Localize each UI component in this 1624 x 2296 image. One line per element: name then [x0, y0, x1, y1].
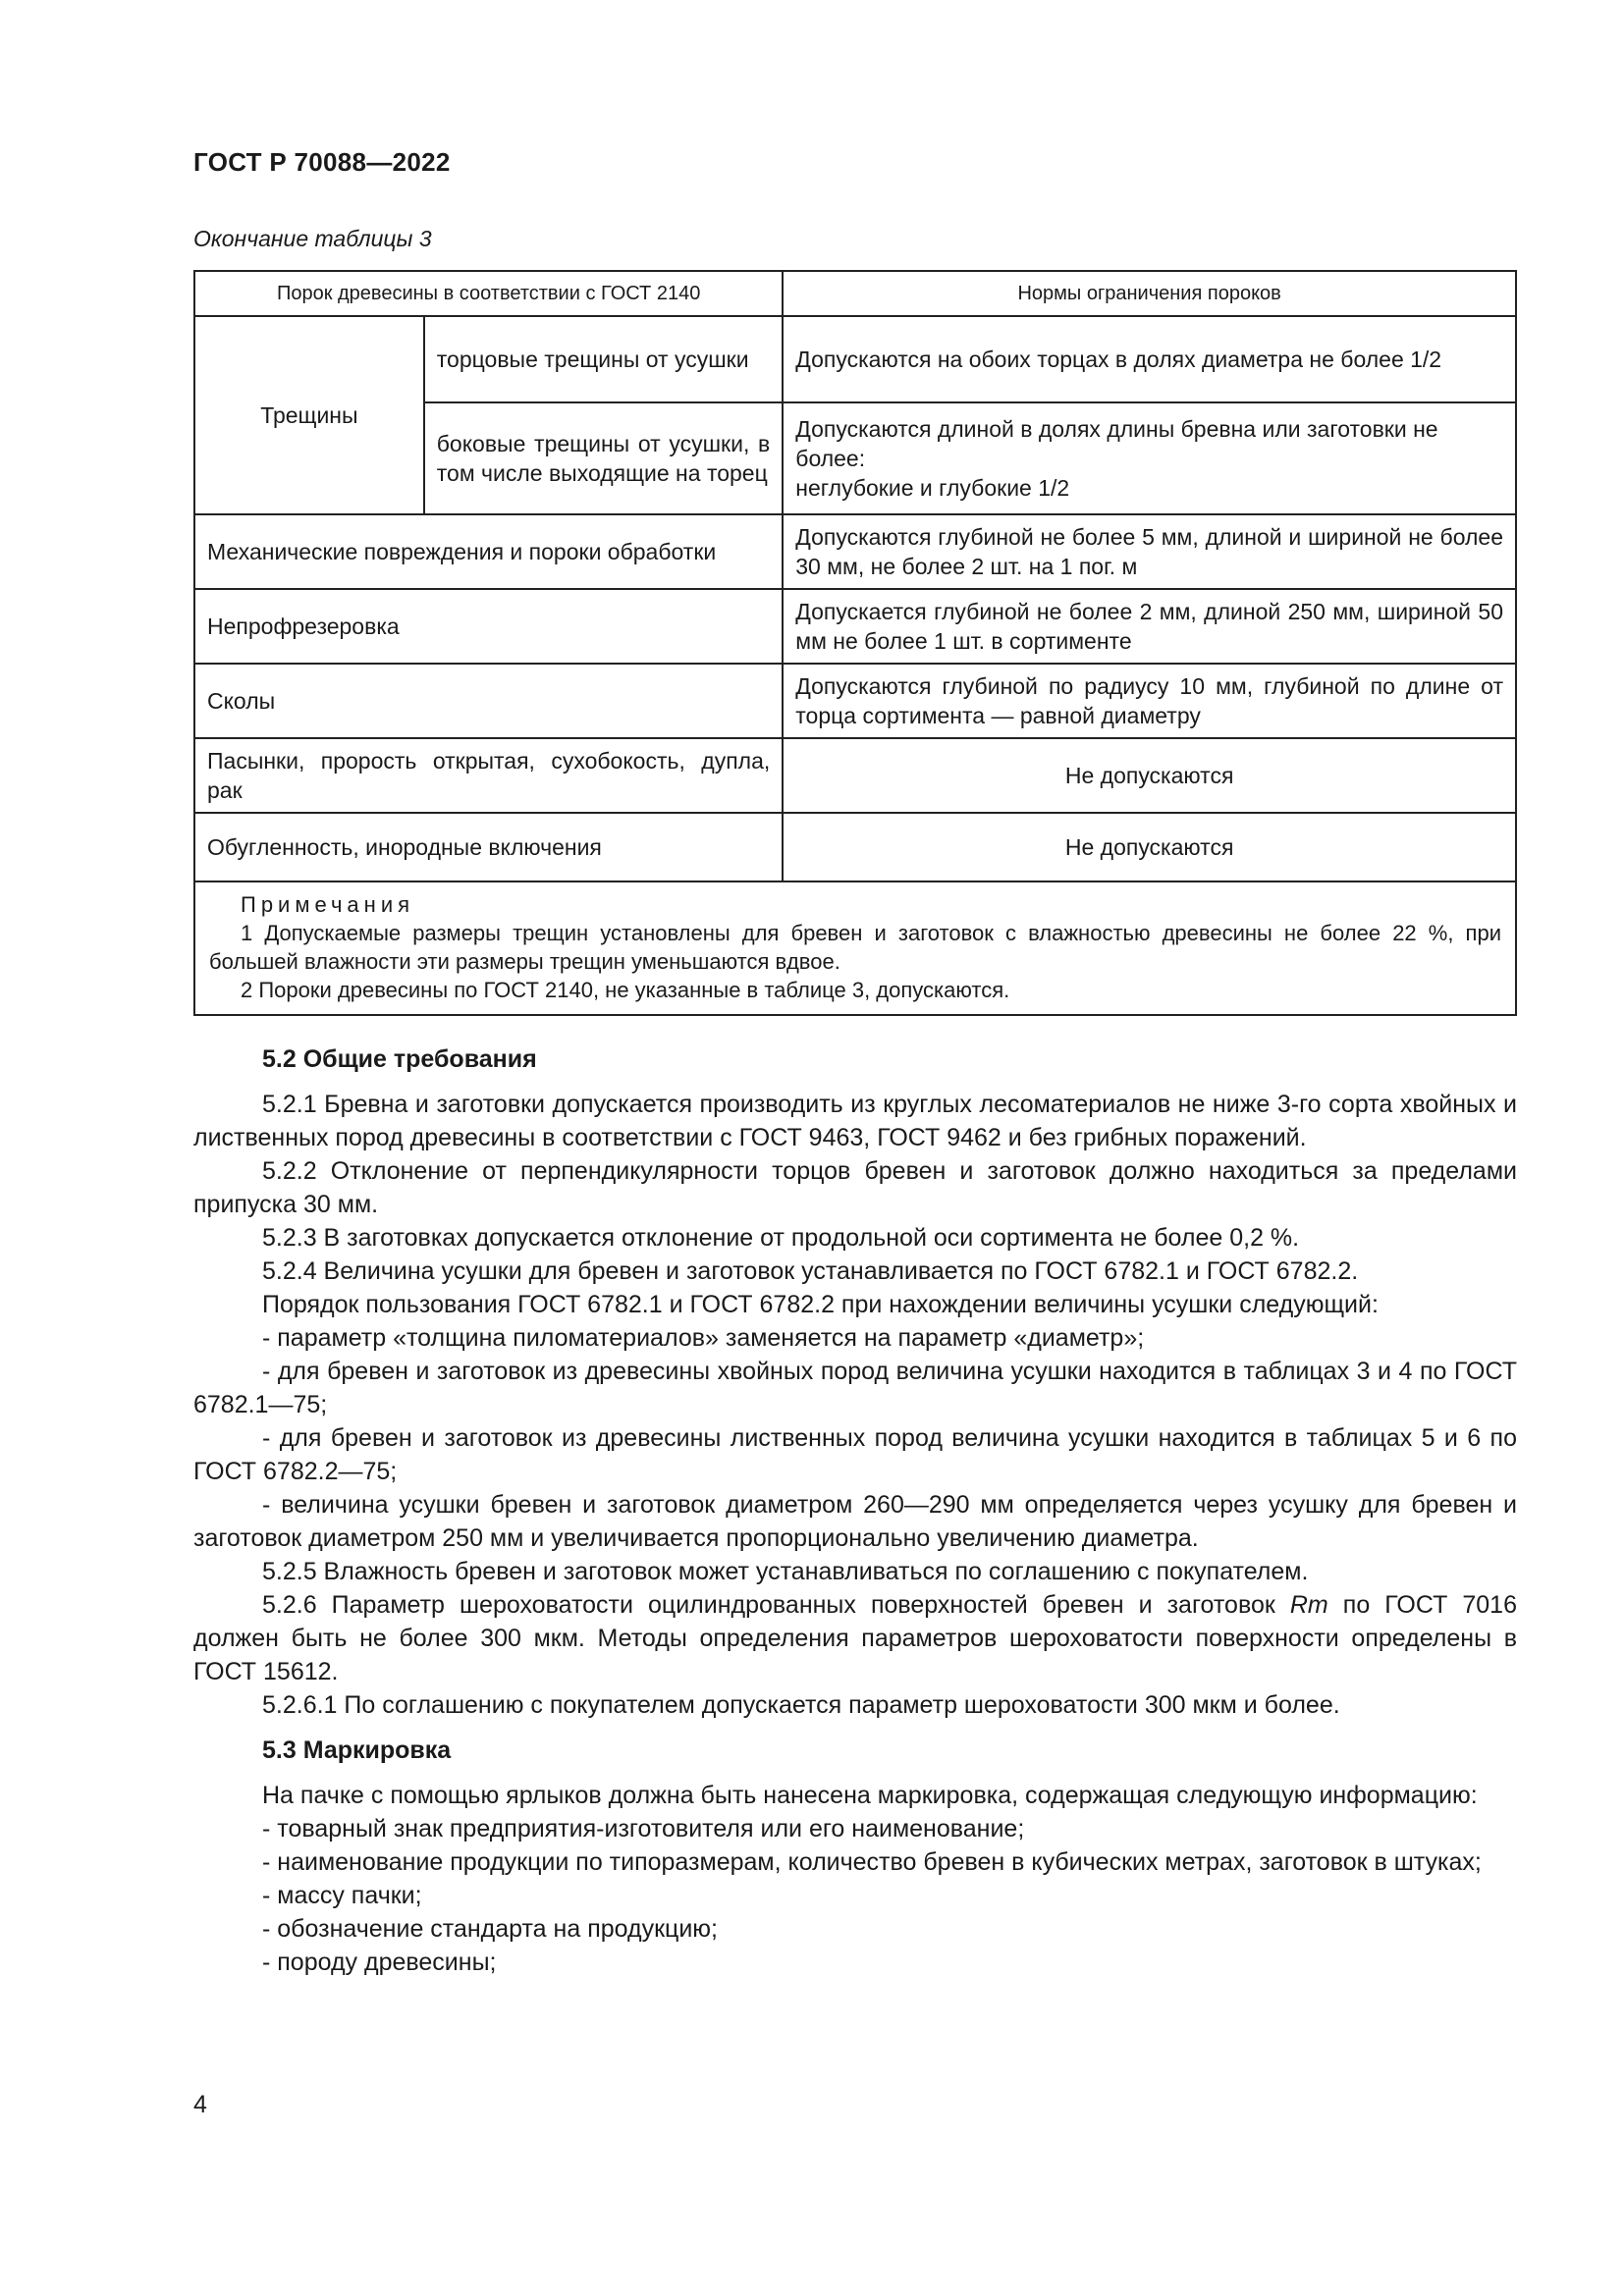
side-cracks-name: боковые трещины от усушки, в том числе выходящие на торец [424, 402, 784, 514]
document-header: ГОСТ Р 70088—2022 [193, 147, 451, 177]
table-notes [194, 881, 1516, 1015]
table-notes-row [194, 881, 1516, 1015]
header-defect: Порок древесины в соответствии с ГОСТ 2140 [194, 271, 783, 316]
paragraph-5-2-1: 5.2.1 Бревна и заготовки допускается производить из круглых лесоматериалов не ниже 3-го сорта хвойных и лиственных пород древесины в соответствии с ГОСТ 9463, ГОСТ 9462 и без грибных поражений. [193, 1091, 1517, 1151]
list-item: - величина усушки бревен и заготовок диаметром 260—290 мм определяется через усушку для бревен и заготовок диаметром 250 мм и увеличивается пропорционально увеличению диаметра. [193, 1491, 1517, 1552]
list-item: - для бревен и заготовок из древесины хвойных пород величина усушки находится в таблицах 3 и 4 по ГОСТ 6782.1—75; [193, 1358, 1517, 1418]
table-row [194, 514, 1516, 589]
norm-cell: Не допускаются [783, 738, 1516, 813]
table-header-row [194, 271, 1516, 316]
list-item: - массу пачки; [262, 1882, 422, 1909]
list-item: - для бревен и заготовок из древесины лиственных пород величина усушки находится в таблицах 5 и 6 по ГОСТ 6782.2—75; [193, 1424, 1517, 1485]
page-number: 4 [193, 2091, 207, 2118]
paragraph-5-2-6 [193, 1588, 1517, 1688]
side-cracks-norm-line1: Допускаются длиной в долях длины бревна или заготовки не более: [795, 416, 1438, 471]
table-row [194, 738, 1516, 813]
norm-cell: Допускаются глубиной по радиусу 10 мм, глубиной по длине от торца сортимента — равной диаметру [783, 664, 1516, 738]
header-norms: Нормы ограничения пороков [783, 271, 1516, 316]
paragraph-5-2-5: 5.2.5 Влажность бревен и заготовок может устанавливаться по соглашению с покупателем. [262, 1558, 1309, 1585]
list-item: - параметр «толщина пиломатериалов» заменяется на параметр «диаметр»; [262, 1324, 1145, 1352]
cracks-label: Трещины [194, 316, 424, 514]
rm-symbol: Rm [1289, 1591, 1328, 1619]
defect-cell: Сколы [194, 664, 783, 738]
section-title-5-2: 5.2 Общие требования [262, 1045, 537, 1073]
document-body [193, 1042, 1517, 1979]
list-item: - товарный знак предприятия-изготовителя или его наименование; [262, 1815, 1025, 1842]
section-title-5-3: 5.3 Маркировка [262, 1736, 452, 1764]
note-2: 2 Пороки древесины по ГОСТ 2140, не указанные в таблице 3, допускаются. [241, 978, 1010, 1002]
table-row [194, 316, 1516, 402]
end-cracks-name: торцовые трещины от усушки [424, 316, 784, 402]
defect-cell: Непрофрезеровка [194, 589, 783, 664]
table-row [194, 589, 1516, 664]
paragraph-marking-intro: На пачке с помощью ярлыков должна быть нанесена маркировка, содержащая следующую информацию: [262, 1782, 1478, 1809]
defect-cell: Механические повреждения и пороки обработки [194, 514, 783, 589]
paragraph-order: Порядок пользования ГОСТ 6782.1 и ГОСТ 6782.2 при нахождении величины усушки следующий: [262, 1291, 1379, 1318]
table-row [194, 664, 1516, 738]
paragraph-5-2-6-start: 5.2.6 Параметр шероховатости оцилиндрованных поверхностей бревен и заготовок [262, 1591, 1275, 1619]
table-row [194, 813, 1516, 881]
norm-cell: Допускается глубиной не более 2 мм, длиной 250 мм, шириной 50 мм не более 1 шт. в сортименте [783, 589, 1516, 664]
paragraph-5-2-3: 5.2.3 В заготовках допускается отклонение от продольной оси сортимента не более 0,2 %. [262, 1224, 1300, 1252]
side-cracks-norm-line2: неглубокие и глубокие 1/2 [795, 475, 1070, 501]
end-cracks-norm: Допускаются на обоих торцах в долях диаметра не более 1/2 [783, 316, 1516, 402]
note-1: 1 Допускаемые размеры трещин установлены для бревен и заготовок с влажностью древесины не более 22 %, при большей влажности эти размеры трещин уменьшаются вдвое. [209, 921, 1501, 974]
defect-cell: Обугленность, инородные включения [194, 813, 783, 881]
notes-title: Примечания [241, 892, 415, 917]
paragraph-5-2-2: 5.2.2 Отклонение от перпендикулярности торцов бревен и заготовок должно находиться за пределами припуска 30 мм. [193, 1157, 1517, 1218]
defects-table [193, 270, 1517, 1016]
defect-cell: Пасынки, прорость открытая, сухобокость, дупла, рак [194, 738, 783, 813]
paragraph-5-2-6-1: 5.2.6.1 По соглашению с покупателем допускается параметр шероховатости 300 мкм и более. [262, 1691, 1340, 1719]
list-item: - породу древесины; [262, 1949, 497, 1976]
list-item: - обозначение стандарта на продукцию; [262, 1915, 718, 1943]
table-caption: Окончание таблицы 3 [193, 226, 432, 251]
side-cracks-norm [783, 402, 1516, 514]
paragraph-5-2-4: 5.2.4 Величина усушки для бревен и заготовок устанавливается по ГОСТ 6782.1 и ГОСТ 6782.2. [262, 1257, 1359, 1285]
norm-cell: Не допускаются [783, 813, 1516, 881]
list-item: - наименование продукции по типоразмерам, количество бревен в кубических метрах, заготовок в штуках; [262, 1848, 1482, 1876]
paragraph-5-2-6-end: по ГОСТ 7016 должен быть не более 300 мкм. Методы определения параметров шероховатости поверхности определены в ГОСТ 15612. [193, 1591, 1517, 1685]
norm-cell: Допускаются глубиной не более 5 мм, длиной и шириной не более 30 мм, не более 2 шт. на 1 пог. м [783, 514, 1516, 589]
